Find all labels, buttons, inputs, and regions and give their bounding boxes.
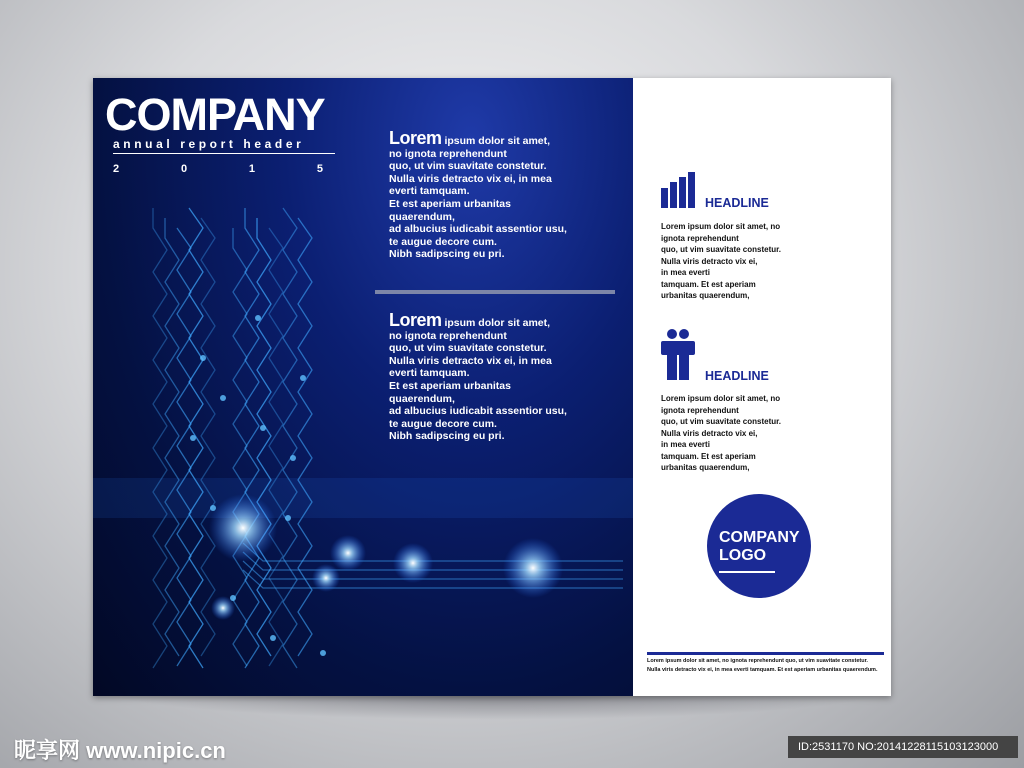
circuit-node <box>270 635 276 641</box>
headline-2: HEADLINE <box>705 369 769 383</box>
section-divider <box>375 290 615 294</box>
text-line: Lorem ipsum dolor sit amet, no <box>661 222 781 231</box>
light-flare <box>330 535 366 571</box>
cover-panel <box>93 78 633 696</box>
text-line: ignota reprehendunt <box>661 233 739 243</box>
report-year <box>113 163 323 175</box>
light-flare <box>209 494 277 562</box>
glow-band <box>93 478 633 518</box>
text-line: everti tamquam. <box>389 185 470 198</box>
report-subtitle: annual report header <box>113 138 335 154</box>
lead-word: Lorem <box>389 310 442 330</box>
people-icon <box>661 328 695 380</box>
circuit-trace <box>283 208 297 668</box>
text-line: te augue decore cum. <box>389 417 497 430</box>
text-line: no ignota reprehendunt <box>389 329 507 342</box>
light-flare <box>312 564 340 592</box>
text-line: quo, ut vim suavitate constetur. <box>389 342 547 355</box>
footer-bar <box>647 652 884 655</box>
circuit-trace <box>153 208 167 668</box>
text-line: ipsum dolor sit amet, <box>444 135 551 147</box>
text-line: no ignota reprehendunt <box>389 147 507 160</box>
circuit-node <box>300 375 306 381</box>
circuit-trace <box>243 543 623 561</box>
text-line: in mea everti <box>661 440 710 449</box>
text-line: quaerendum, <box>389 210 455 223</box>
circuit-node <box>220 395 226 401</box>
footer-text: Lorem ipsum dolor sit amet, no ignota reprehendunt quo, ut vim suavitate constetur. <box>647 658 868 664</box>
text-line: tamquam. Et est aperiam <box>661 279 756 289</box>
footer-text: Nulla viris detracto vix ei, in mea everti tamquam. Et est aperiam urbanitas quaerendum. <box>647 667 878 673</box>
circuit-trace <box>257 218 271 656</box>
circuit-trace <box>201 218 215 656</box>
circuit-trace <box>165 218 179 656</box>
info-text-1 <box>661 221 811 302</box>
circuit-trace <box>298 218 312 656</box>
circuit-node <box>260 425 266 431</box>
circuit-trace <box>245 208 259 668</box>
text-line: ignota reprehendunt <box>661 405 739 415</box>
lead-word: Lorem <box>389 128 442 148</box>
text-block-2 <box>389 310 614 443</box>
light-flare <box>211 596 235 620</box>
bar-chart-icon <box>661 172 697 208</box>
circuit-node <box>320 650 326 656</box>
text-line: quo, ut vim suavitate constetur. <box>661 245 782 254</box>
text-line: ad albucius iudicabit assentior usu, <box>389 223 567 236</box>
text-block-1 <box>389 128 614 261</box>
text-line: in mea everti <box>661 268 710 277</box>
text-line: quo, ut vim suavitate constetur. <box>389 160 547 173</box>
circuit-node <box>290 455 296 461</box>
circuit-trace <box>269 228 283 666</box>
year-digit: 2 <box>113 163 120 175</box>
headline-1: HEADLINE <box>705 196 769 210</box>
circuit-node <box>255 315 261 321</box>
year-digit: 1 <box>248 163 256 175</box>
text-line: Et est aperiam urbanitas <box>389 379 511 392</box>
year-digit: 0 <box>180 163 188 175</box>
text-line: quo, ut vim suavitate constetur. <box>661 417 782 426</box>
text-line: Nulla viris detracto vix ei, <box>661 256 758 266</box>
text-line: ipsum dolor sit amet, <box>444 317 551 329</box>
circuit-node <box>200 355 206 361</box>
image-id-bar: ID:2531170 NO:20141228115103123000 <box>788 736 1018 758</box>
text-line: Nulla viris detracto vix ei, in mea <box>389 354 552 367</box>
text-line: tamquam. Et est aperiam <box>661 451 756 461</box>
text-line: Nibh sadipscing eu pri. <box>389 248 505 261</box>
brochure <box>93 78 891 696</box>
text-line: everti tamquam. <box>389 367 470 380</box>
text-line: Nulla viris detracto vix ei, in mea <box>389 172 552 185</box>
text-line: te augue decore cum. <box>389 235 497 248</box>
company-title: COMPANY <box>105 89 325 140</box>
year-digit: 5 <box>316 163 323 175</box>
light-flare <box>393 543 433 583</box>
text-line: ad albucius iudicabit assentior usu, <box>389 405 567 418</box>
site-watermark: 昵享网 www.nipic.cn <box>14 738 226 763</box>
circuit-node <box>190 435 196 441</box>
info-text-2 <box>661 393 811 474</box>
logo-line-1: COMPANY <box>719 529 800 546</box>
info-panel <box>633 78 891 696</box>
text-line: Lorem ipsum dolor sit amet, no <box>661 394 781 403</box>
text-line: urbanitas quaerendum, <box>661 291 750 300</box>
logo-underline <box>719 571 775 573</box>
text-line: Et est aperiam urbanitas <box>389 197 511 210</box>
logo-line-2: LOGO <box>719 547 767 564</box>
light-flare <box>503 538 563 598</box>
company-logo <box>707 494 811 598</box>
text-line: Nulla viris detracto vix ei, <box>661 428 758 438</box>
text-line: quaerendum, <box>389 392 455 405</box>
circuit-node <box>285 515 291 521</box>
text-line: urbanitas quaerendum, <box>661 463 750 472</box>
text-line: Nibh sadipscing eu pri. <box>389 430 505 443</box>
